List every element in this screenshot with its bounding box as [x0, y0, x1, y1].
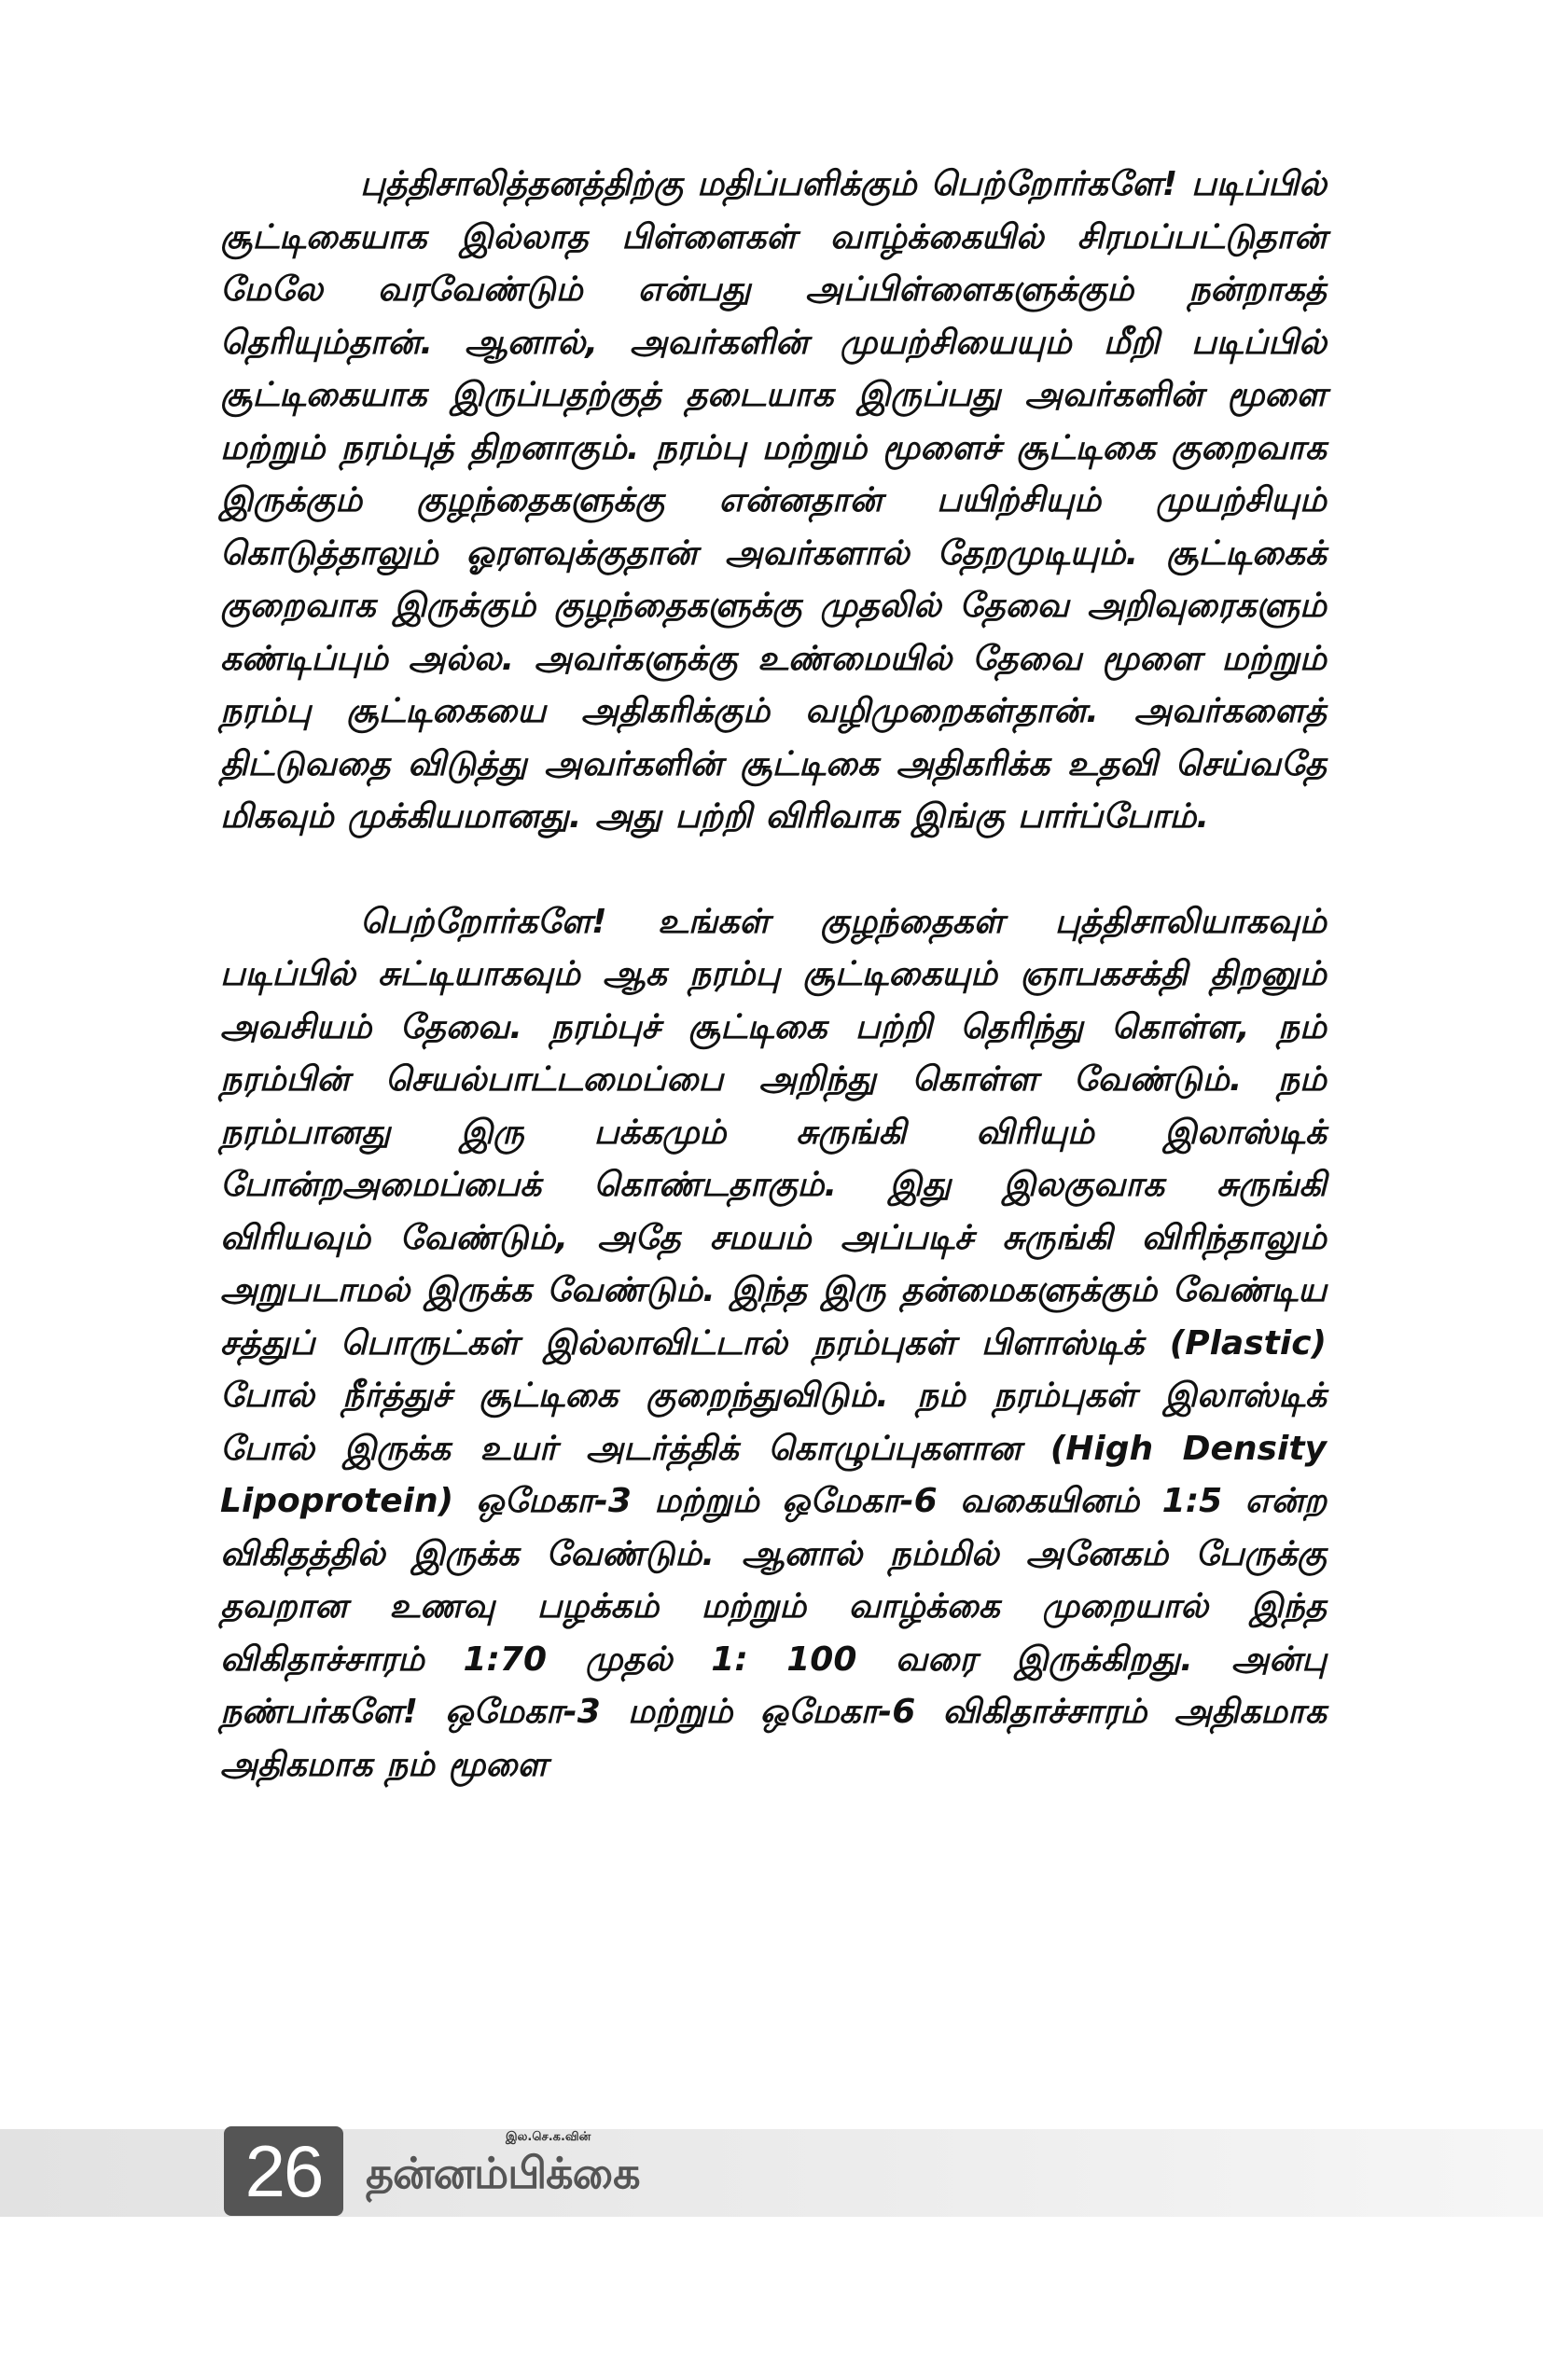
magazine-kicker: இல.செ.க.வின்: [506, 2130, 591, 2144]
article-body: [220, 159, 1327, 1792]
magazine-logo: [366, 2130, 664, 2216]
page-number: 26: [244, 2130, 323, 2212]
paragraph-2: பெற்றோர்களே! உங்கள் குழந்தைகள் புத்திசாலியாகவும் படிப்பில் சுட்டியாகவும் ஆக நரம்பு சூட்டிகையும் ஞாபகசக்தி திறனும் அவசியம் தேவை. நரம்புச் சூட்டிகை பற்றி தெரிந்து கொள்ள, நம் நரம்பின் செயல்பாட்டமைப்பை அறிந்து கொள்ள வேண்டும். நம் நரம்பானது இரு பக்கமும் சுருங்கி விரியும் இலாஸ்டிக் போன்றஅமைப்பைக் கொண்டதாகும். இது இலகுவாக சுருங்கி விரியவும் வேண்டும், அதே சமயம் அப்படிச் சுருங்கி விரிந்தாலும் அறுபடாமல் இருக்க வேண்டும். இந்த இரு தன்மைகளுக்கும் வேண்டிய சத்துப் பொருட்கள் இல்லாவிட்டால் நரம்புகள் பிளாஸ்டிக் (Plastic) போல் நீர்த்துச் சூட்டிகை குறைந்துவிடும். நம் நரம்புகள் இலாஸ்டிக் போல் இருக்க உயர் அடர்த்திக் கொழுப்புகளான (High Density Lipoprotein) ஒமேகா-3 மற்றும் ஒமேகா-6 வகையினம் 1:5 என்ற விகிதத்தில் இருக்க வேண்டும். ஆனால் நம்மில் அனேகம் பேருக்கு தவறான உணவு பழக்கம் மற்றும் வாழ்க்கை முறையால் இந்த விகிதாச்சாரம் 1:70 முதல் 1: 100 வரை இருக்கிறது. அன்பு நண்பர்களே! ஒமேகா-3 மற்றும் ஒமேகா-6 விகிதாச்சாரம் அதிகமாக அதிகமாக நம் மூளை: [220, 902, 1327, 1784]
page-number-box: [224, 2126, 343, 2216]
paragraph-1: புத்திசாலித்தனத்திற்கு மதிப்பளிக்கும் பெற்றோர்களே! படிப்பில் சூட்டிகையாக இல்லாத பிள்ளைகள் வாழ்க்கையில் சிரமப்பட்டுதான் மேலே வரவேண்டும் என்பது அப்பிள்ளைகளுக்கும் நன்றாகத் தெரியும்தான். ஆனால், அவர்களின் முயற்சியையும் மீறி படிப்பில் சூட்டிகையாக இருப்பதற்குத் தடையாக இருப்பது அவர்களின் மூளை மற்றும் நரம்புத் திறனாகும். நரம்பு மற்றும் மூளைச் சூட்டிகை குறைவாக இருக்கும் குழந்தைகளுக்கு என்னதான் பயிற்சியும் முயற்சியும் கொடுத்தாலும் ஓரளவுக்குதான் அவர்களால் தேறமுடியும். சூட்டிகைக் குறைவாக இருக்கும் குழந்தைகளுக்கு முதலில் தேவை அறிவுரைகளும் கண்டிப்பும் அல்ல. அவர்களுக்கு உண்மையில் தேவை மூளை மற்றும் நரம்பு சூட்டிகையை அதிகரிக்கும் வழிமுறைகள்தான். அவர்களைத் திட்டுவதை விடுத்து அவர்களின் சூட்டிகை அதிகரிக்க உதவி செய்வதே மிகவும் முக்கியமானது. அது பற்றி விரிவாக இங்கு பார்ப்போம்.: [220, 165, 1327, 836]
magazine-name: தன்னம்பிக்கை: [366, 2148, 640, 2198]
